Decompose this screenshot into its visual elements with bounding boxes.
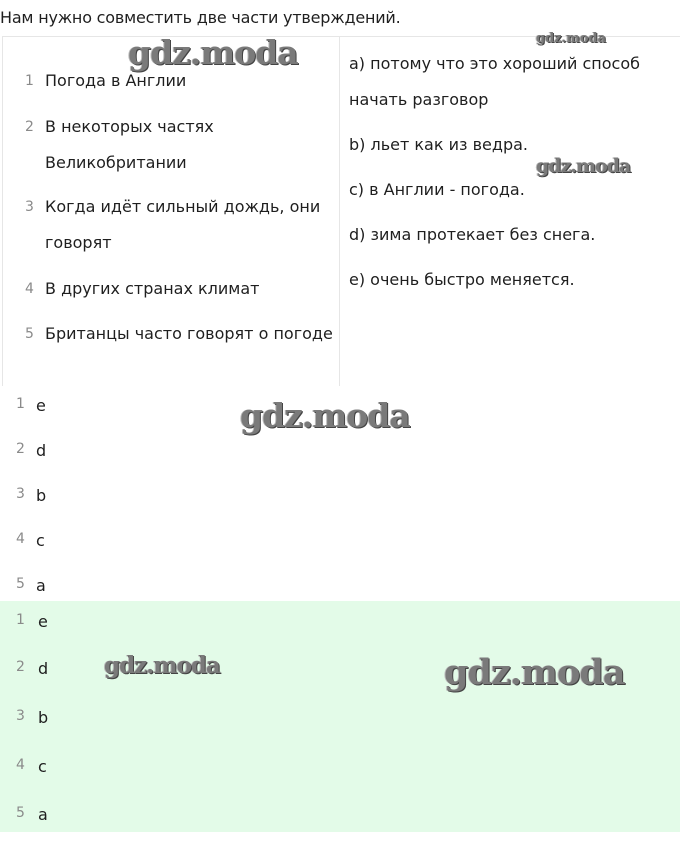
answer-value: e [36, 396, 46, 415]
answer-value: c [38, 757, 47, 776]
item-number: 5 [25, 326, 34, 342]
item-text: Погода в Англии [45, 71, 187, 90]
watermark-logo: gdz.moda [128, 33, 298, 72]
right-item-a-line-1: a) потому что это хороший способ [349, 54, 640, 73]
item-number: 2 [25, 119, 34, 135]
item-text-line-2: Великобритании [45, 153, 187, 172]
left-item-2 [3, 109, 333, 181]
task-instruction: Нам нужно совместить две части утверждений. [0, 8, 401, 27]
right-item-c: c) в Англии - погода. [349, 180, 525, 199]
right-item-b: b) льет как из ведра. [349, 135, 528, 154]
answer-value: b [36, 486, 47, 505]
answer-value: c [36, 531, 45, 550]
item-number: 4 [25, 281, 34, 297]
answer-number: 1 [16, 396, 25, 412]
item-text-line-1: В некоторых частях [45, 117, 214, 136]
watermark-logo: gdz.moda [536, 155, 631, 177]
column-divider [339, 37, 340, 387]
answer-number: 3 [16, 486, 25, 502]
answer-number: 5 [16, 805, 25, 821]
watermark-logo: gdz.moda [444, 652, 625, 693]
answer-value: e [38, 612, 48, 631]
left-item-3 [3, 189, 333, 261]
watermark-logo: gdz.moda [104, 652, 220, 679]
item-number: 3 [25, 199, 34, 215]
right-item-e: e) очень быстро меняется. [349, 270, 575, 289]
answer-number: 4 [16, 757, 25, 773]
item-text-line-1: Когда идёт сильный дождь, они [45, 197, 321, 216]
answer-number: 5 [16, 576, 25, 592]
answer-number: 2 [16, 659, 25, 675]
right-item-a-line-2: начать разговор [349, 90, 489, 109]
answer-value: d [38, 659, 49, 678]
item-text: В других странах климат [45, 279, 260, 298]
answer-value: b [38, 708, 49, 727]
item-text-line-2: говорят [45, 233, 112, 252]
answer-value: a [38, 805, 48, 824]
answer-value: d [36, 441, 47, 460]
answer-number: 4 [16, 531, 25, 547]
watermark-logo: gdz.moda [240, 396, 410, 435]
correct-answer-list [0, 601, 680, 832]
right-item-d: d) зима протекает без снега. [349, 225, 596, 244]
answer-number: 2 [16, 441, 25, 457]
matching-table [2, 36, 680, 386]
answer-number: 1 [16, 612, 25, 628]
item-number: 1 [25, 73, 34, 89]
item-text: Британцы часто говорят о погоде [45, 324, 333, 343]
answer-number: 3 [16, 708, 25, 724]
answer-value: a [36, 576, 46, 595]
watermark-logo: gdz.moda [536, 31, 607, 46]
